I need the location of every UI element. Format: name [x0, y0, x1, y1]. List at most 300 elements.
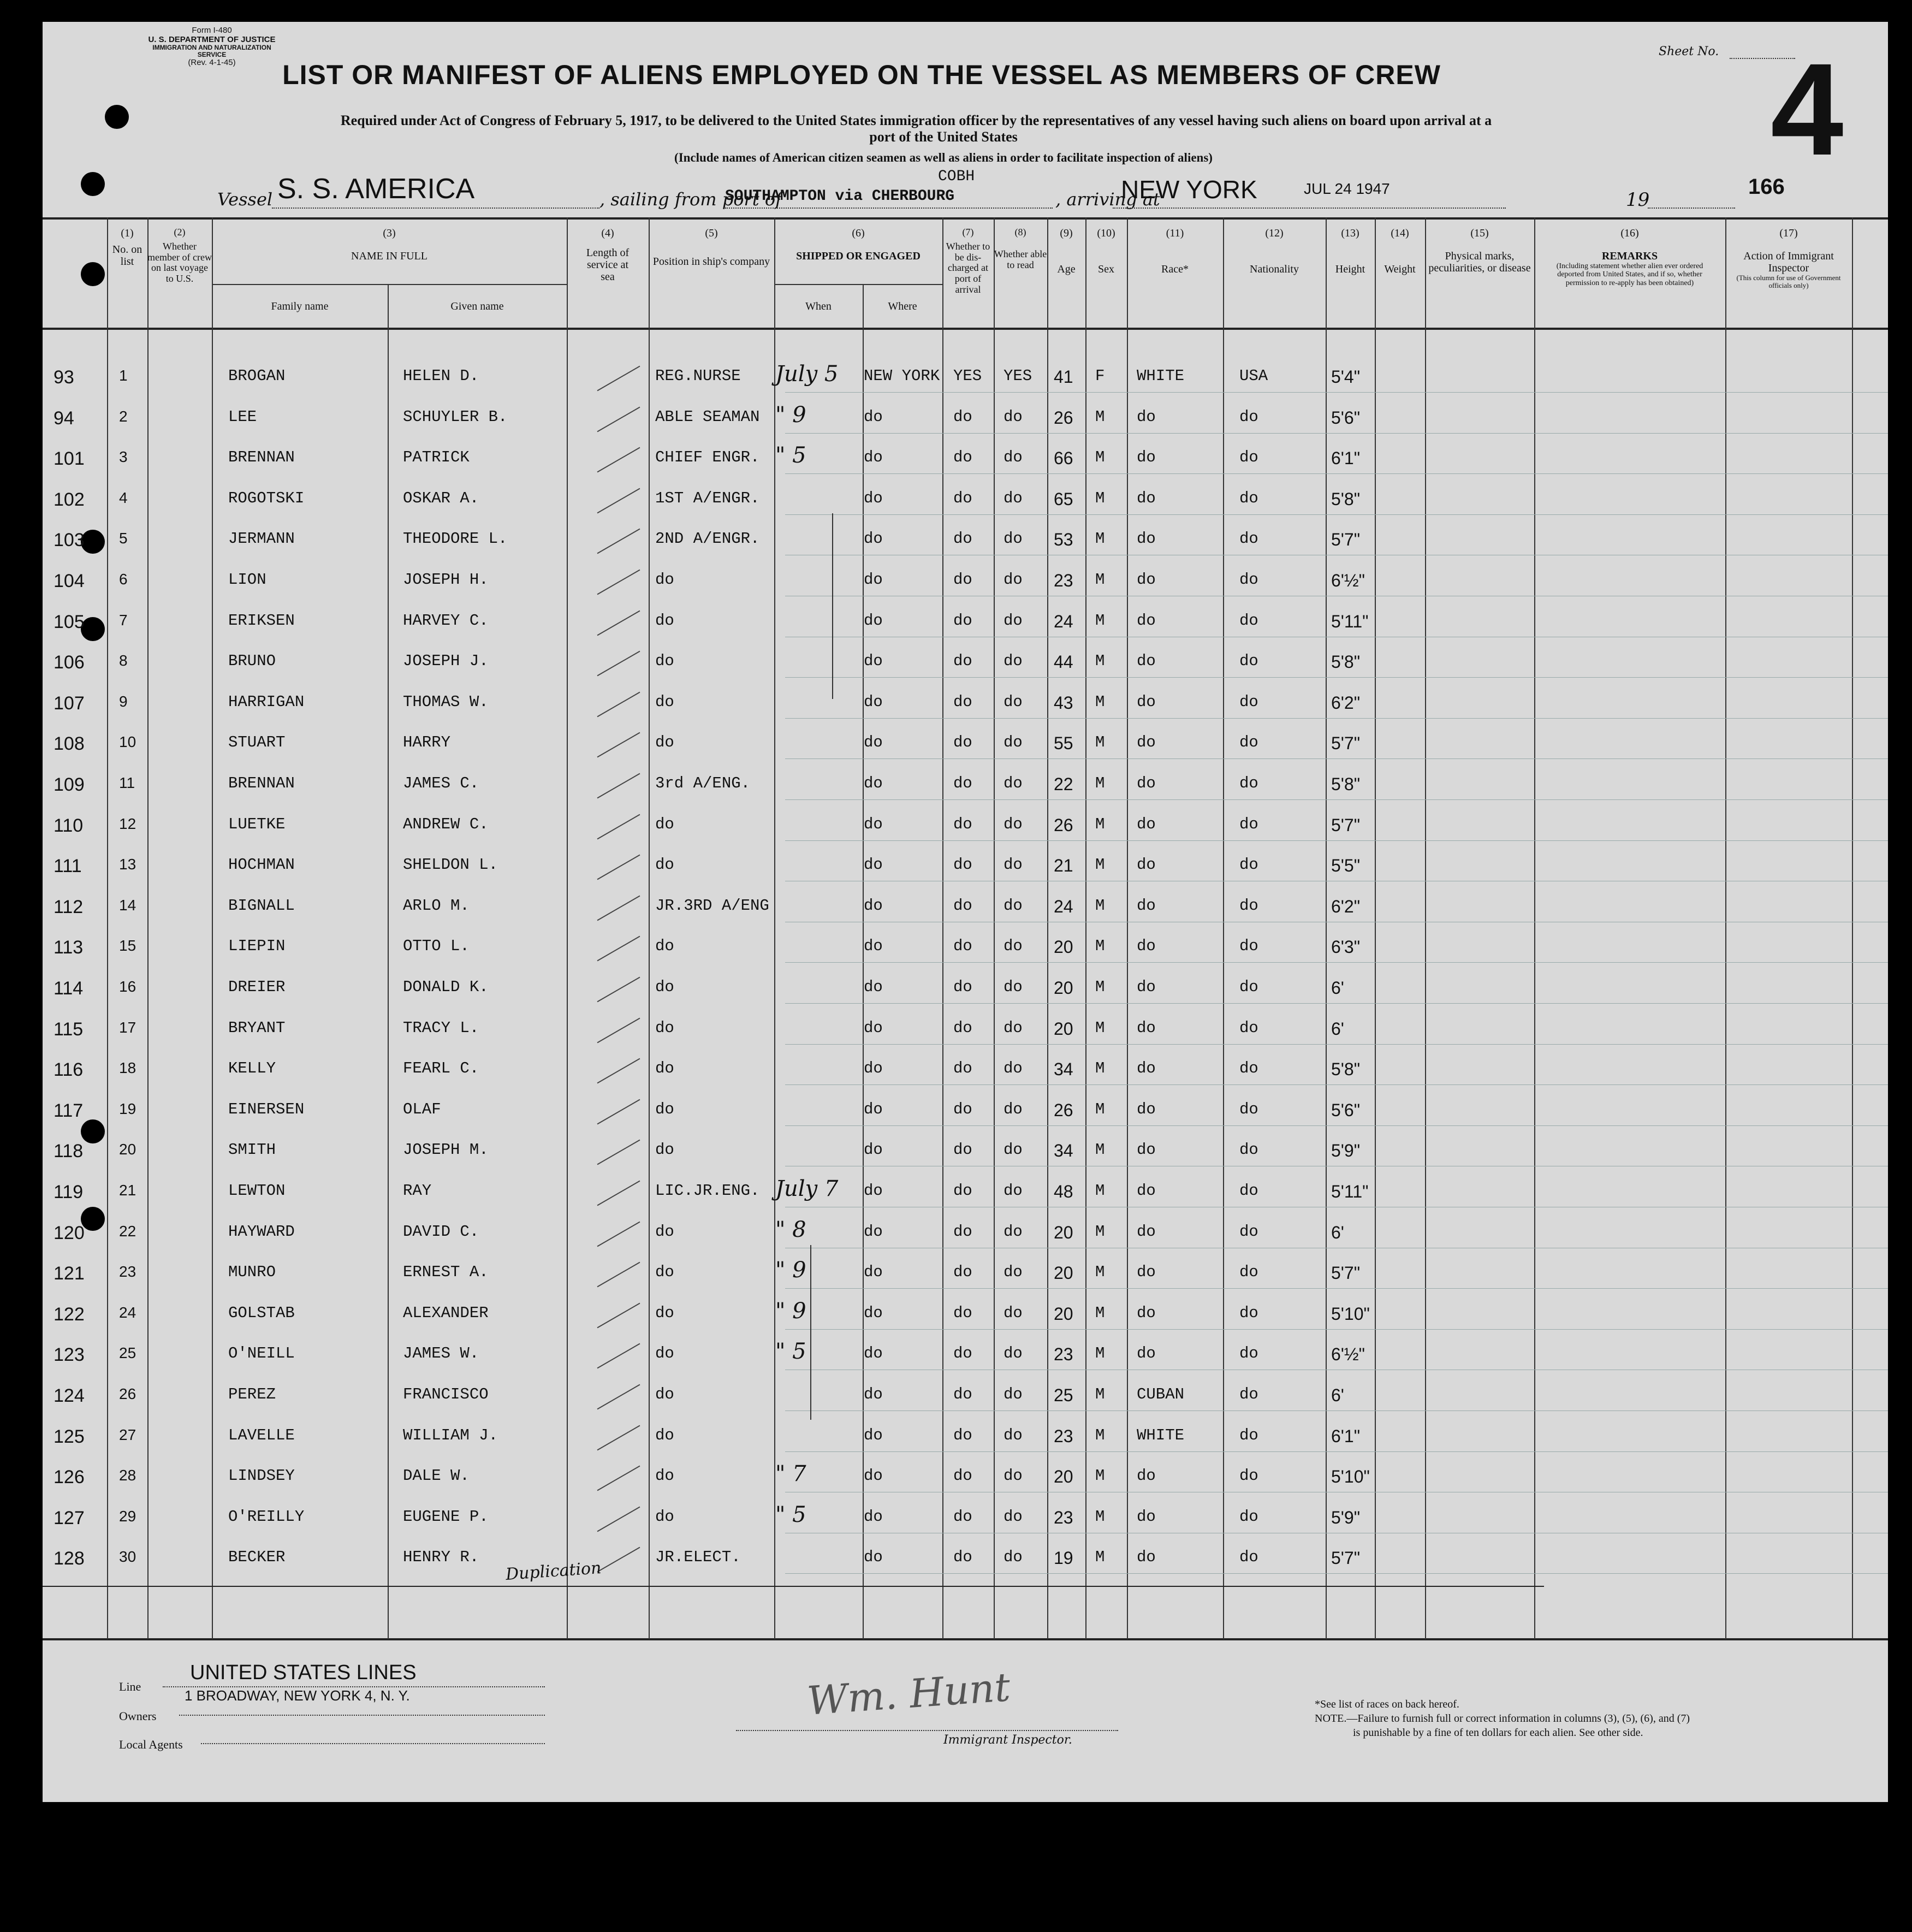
row-list-number: 17	[119, 1018, 136, 1036]
row-margin-number: 102	[54, 489, 85, 510]
row-discharged: do	[953, 407, 972, 426]
line-value: UNITED STATES LINES	[190, 1661, 417, 1684]
row-race: do	[1137, 1059, 1156, 1078]
col-header-discharged	[942, 227, 994, 295]
row-family-name: BRENNAN	[228, 774, 295, 792]
row-sex: M	[1095, 1467, 1105, 1485]
manifest-sheet	[43, 22, 1888, 1802]
row-list-number: 28	[119, 1467, 136, 1484]
row-shipped-when: " 7	[775, 1461, 806, 1487]
row-height: 5'8"	[1331, 1059, 1361, 1080]
row-race: do	[1137, 489, 1156, 507]
row-list-number: 1	[119, 367, 128, 384]
row-given-name: JAMES W.	[403, 1344, 479, 1363]
row-race: do	[1137, 652, 1156, 671]
col-header-shipped	[774, 227, 942, 262]
page-number: 166	[1748, 175, 1785, 199]
row-height: 5'4"	[1331, 367, 1361, 387]
row-given-name: JAMES C.	[403, 774, 479, 792]
col-number: (11)	[1166, 227, 1184, 239]
row-height: 6'2"	[1331, 896, 1361, 916]
ruled-line	[785, 1125, 1888, 1126]
row-discharged: do	[953, 1426, 972, 1444]
row-discharged: do	[953, 1344, 972, 1363]
row-age: 66	[1054, 448, 1073, 469]
row-discharged: do	[953, 733, 972, 752]
row-age: 20	[1054, 1222, 1073, 1242]
row-shipped-where: do	[864, 652, 883, 671]
row-sex: M	[1095, 1222, 1105, 1241]
service-tick-mark	[597, 977, 640, 1003]
row-race: WHITE	[1137, 1426, 1185, 1444]
row-family-name: LION	[228, 571, 266, 589]
table-header-border	[43, 328, 1888, 330]
col-label: Length of service at sea	[586, 247, 630, 283]
row-family-name: HARRIGAN	[228, 692, 305, 711]
row-race: do	[1137, 937, 1156, 956]
row-able-to-read: do	[1003, 1507, 1023, 1526]
col-label: Weight	[1384, 263, 1416, 275]
row-shipped-where: do	[864, 1507, 883, 1526]
row-nationality: do	[1239, 1385, 1258, 1403]
row-discharged: do	[953, 1263, 972, 1282]
row-able-to-read: do	[1003, 1018, 1023, 1037]
service-tick-mark	[597, 1221, 640, 1247]
row-race: do	[1137, 1100, 1156, 1118]
shipped-subdivider	[774, 284, 942, 285]
row-list-number: 7	[119, 611, 128, 629]
row-shipped-when: " 5	[775, 1502, 806, 1527]
arrival-port: NEW YORK	[1121, 175, 1257, 204]
arrival-line	[1113, 208, 1506, 209]
row-list-number: 14	[119, 896, 136, 914]
row-age: 44	[1054, 652, 1073, 672]
row-height: 5'9"	[1331, 1141, 1361, 1161]
row-list-number: 15	[119, 937, 136, 955]
service-tick-mark	[597, 447, 640, 473]
row-height: 6'3"	[1331, 937, 1361, 957]
row-discharged: do	[953, 571, 972, 589]
service-tick-mark	[597, 691, 640, 717]
row-discharged: do	[953, 1548, 972, 1567]
row-margin-number: 125	[54, 1426, 85, 1447]
service-tick-mark	[597, 488, 640, 513]
row-family-name: BROGAN	[228, 367, 286, 385]
row-given-name: SCHUYLER B.	[403, 407, 508, 426]
row-discharged: do	[953, 1507, 972, 1526]
row-nationality: do	[1239, 733, 1258, 752]
row-sex: M	[1095, 652, 1105, 671]
departure-port-line	[725, 208, 1053, 209]
table-row	[43, 1337, 1888, 1377]
row-able-to-read: do	[1003, 1059, 1023, 1078]
row-race: do	[1137, 611, 1156, 630]
row-height: 6'½"	[1331, 1344, 1365, 1365]
row-discharged: do	[953, 896, 972, 915]
row-shipped-where: do	[864, 489, 883, 507]
row-list-number: 24	[119, 1303, 136, 1321]
row-given-name: OTTO L.	[403, 937, 470, 956]
row-age: 20	[1054, 937, 1073, 957]
col-label: Whether able to read	[994, 248, 1047, 270]
row-sex: M	[1095, 978, 1105, 996]
row-list-number: 8	[119, 652, 128, 669]
ruled-line	[785, 1573, 1888, 1574]
row-nationality: do	[1239, 1548, 1258, 1567]
ruled-line	[785, 962, 1888, 963]
row-position: do	[655, 733, 674, 752]
row-discharged: do	[953, 1141, 972, 1159]
ruled-line	[785, 1084, 1888, 1085]
row-age: 22	[1054, 774, 1073, 794]
row-nationality: do	[1239, 937, 1258, 956]
row-shipped-when: " 5	[775, 443, 806, 469]
row-family-name: LINDSEY	[228, 1467, 295, 1485]
row-family-name: EINERSEN	[228, 1100, 305, 1118]
row-sex: M	[1095, 611, 1105, 630]
row-nationality: do	[1239, 692, 1258, 711]
row-height: 5'7"	[1331, 1548, 1361, 1568]
row-nationality: do	[1239, 1182, 1258, 1200]
row-family-name: SMITH	[228, 1141, 276, 1159]
col-header-race	[1127, 227, 1223, 275]
punch-hole	[81, 262, 105, 286]
row-shipped-where: do	[864, 896, 883, 915]
row-nationality: do	[1239, 1018, 1258, 1037]
row-given-name: JOSEPH J.	[403, 652, 489, 671]
year-line	[1648, 208, 1735, 209]
table-row	[43, 685, 1888, 726]
row-race: do	[1137, 530, 1156, 548]
penalty-note: NOTE.—Failure to furnish full or correct information in columns (3), (5), (6), and (7)	[1315, 1712, 1690, 1724]
row-position: do	[655, 1141, 674, 1159]
row-shipped-where: do	[864, 1548, 883, 1567]
row-nationality: USA	[1239, 367, 1268, 385]
row-list-number: 16	[119, 978, 136, 995]
row-list-number: 10	[119, 733, 136, 751]
row-position: do	[655, 692, 674, 711]
row-height: 5'10"	[1331, 1467, 1370, 1487]
table-bottom-border	[43, 1638, 1888, 1640]
table-row	[43, 400, 1888, 441]
row-given-name: HARVEY C.	[403, 611, 489, 630]
row-shipped-where: do	[864, 611, 883, 630]
line-label: Line	[119, 1680, 141, 1693]
row-given-name: HELEN D.	[403, 367, 479, 385]
row-height: 5'7"	[1331, 815, 1361, 835]
row-discharged: do	[953, 1100, 972, 1118]
row-family-name: ROGOTSKI	[228, 489, 305, 507]
row-list-number: 12	[119, 815, 136, 832]
row-nationality: do	[1239, 1141, 1258, 1159]
vessel-label: Vessel	[217, 189, 273, 210]
row-height: 6'	[1331, 1385, 1344, 1405]
row-able-to-read: do	[1003, 774, 1023, 792]
row-height: 6'	[1331, 1222, 1344, 1242]
row-position: do	[655, 611, 674, 630]
row-shipped-where: do	[864, 1059, 883, 1078]
col-label: Height	[1335, 263, 1365, 275]
row-family-name: BRENNAN	[228, 448, 295, 467]
row-position: do	[655, 1344, 674, 1363]
col-label: NAME IN FULL	[351, 250, 427, 262]
col-header-no	[107, 227, 147, 268]
col-header-able-to-read	[994, 227, 1047, 270]
col-number: (17)	[1779, 227, 1798, 239]
table-row	[43, 1052, 1888, 1092]
table-row	[43, 644, 1888, 685]
row-shipped-where: do	[864, 1141, 883, 1159]
row-sex: M	[1095, 1303, 1105, 1322]
row-position: do	[655, 937, 674, 956]
row-discharged: do	[953, 611, 972, 630]
row-position: do	[655, 571, 674, 589]
row-given-name: THOMAS W.	[403, 692, 489, 711]
row-sex: M	[1095, 1385, 1105, 1403]
row-margin-number: 128	[54, 1548, 85, 1569]
row-height: 6'½"	[1331, 571, 1365, 590]
row-nationality: do	[1239, 1426, 1258, 1444]
row-shipped-where: do	[864, 1222, 883, 1241]
row-height: 5'11"	[1331, 611, 1369, 631]
agents-rule	[201, 1743, 545, 1744]
form-instructions: (Include names of American citizen seamen as well as aliens in order to facilitate inspection of aliens)	[674, 151, 1213, 164]
ruled-line	[785, 799, 1888, 800]
row-nationality: do	[1239, 571, 1258, 589]
col-number: (9)	[1060, 227, 1073, 239]
service-tick-mark	[597, 1140, 640, 1165]
row-family-name: HOCHMAN	[228, 856, 295, 874]
row-sex: M	[1095, 774, 1105, 792]
row-age: 55	[1054, 733, 1073, 754]
ruled-line	[785, 1003, 1888, 1004]
row-age: 24	[1054, 896, 1073, 916]
table-row	[43, 808, 1888, 848]
row-position: do	[655, 1263, 674, 1282]
row-family-name: BIGNALL	[228, 896, 295, 915]
row-family-name: DREIER	[228, 978, 286, 996]
col-number: (15)	[1470, 227, 1489, 239]
row-race: do	[1137, 407, 1156, 426]
table-row	[43, 1378, 1888, 1418]
row-race: do	[1137, 692, 1156, 711]
row-sex: M	[1095, 1059, 1105, 1078]
service-tick-mark	[597, 570, 640, 595]
col-header-physical-marks	[1425, 227, 1534, 274]
col-header-name	[212, 227, 567, 262]
signature-rule	[736, 1730, 1118, 1731]
row-given-name: RAY	[403, 1182, 432, 1200]
row-able-to-read: do	[1003, 1344, 1023, 1363]
row-height: 5'10"	[1331, 1303, 1370, 1324]
col-header-weight	[1375, 227, 1425, 275]
row-height: 5'8"	[1331, 652, 1361, 672]
row-margin-number: 112	[54, 896, 84, 917]
row-height: 6'1"	[1331, 448, 1361, 469]
row-nationality: do	[1239, 530, 1258, 548]
col-number: (14)	[1391, 227, 1409, 239]
table-row	[43, 848, 1888, 888]
form-number: Form I-480	[192, 26, 232, 35]
row-able-to-read: do	[1003, 856, 1023, 874]
row-shipped-where: do	[864, 774, 883, 792]
row-margin-number: 122	[54, 1303, 85, 1325]
row-shipped-where: do	[864, 1303, 883, 1322]
agents-label: Local Agents	[119, 1738, 183, 1751]
row-height: 6'	[1331, 1018, 1344, 1039]
service-tick-mark	[597, 1262, 640, 1288]
table-row	[43, 1174, 1888, 1214]
form-title: LIST OR MANIFEST OF ALIENS EMPLOYED ON THE VESSEL AS MEMBERS OF CREW	[282, 60, 1441, 90]
col-number: (3)	[383, 227, 396, 239]
row-margin-number: 111	[54, 856, 82, 877]
row-position: do	[655, 1385, 674, 1403]
row-given-name: DONALD K.	[403, 978, 489, 996]
service-tick-mark	[597, 895, 640, 921]
row-margin-number: 103	[54, 530, 85, 551]
row-able-to-read: do	[1003, 611, 1023, 630]
row-nationality: do	[1239, 448, 1258, 467]
row-age: 23	[1054, 1507, 1073, 1527]
row-list-number: 30	[119, 1548, 136, 1566]
row-sex: M	[1095, 1018, 1105, 1037]
row-able-to-read: do	[1003, 1222, 1023, 1241]
row-nationality: do	[1239, 611, 1258, 630]
col-number: (10)	[1097, 227, 1115, 239]
ruled-line	[785, 514, 1888, 515]
row-given-name: ARLO M.	[403, 896, 470, 915]
col-label: No. on list	[112, 244, 142, 268]
row-position: do	[655, 1018, 674, 1037]
row-given-name: DAVID C.	[403, 1222, 479, 1241]
service-tick-mark	[597, 936, 640, 962]
row-margin-number: 119	[54, 1182, 84, 1202]
row-list-number: 6	[119, 571, 128, 588]
row-shipped-where: do	[864, 407, 883, 426]
row-race: do	[1137, 1222, 1156, 1241]
row-able-to-read: do	[1003, 1548, 1023, 1567]
vessel-name-line	[272, 208, 599, 209]
row-list-number: 3	[119, 448, 128, 466]
row-margin-number: 93	[54, 367, 74, 388]
row-family-name: BECKER	[228, 1548, 286, 1567]
row-able-to-read: do	[1003, 448, 1023, 467]
row-margin-number: 123	[54, 1344, 85, 1366]
row-nationality: do	[1239, 774, 1258, 792]
row-family-name: GOLSTAB	[228, 1303, 295, 1322]
row-sex: M	[1095, 448, 1105, 467]
row-discharged: do	[953, 937, 972, 956]
col-number: (1)	[121, 227, 134, 239]
punch-hole	[81, 172, 105, 196]
col-header-given-name: Given name	[450, 300, 504, 312]
row-age: 23	[1054, 1344, 1073, 1365]
row-position: do	[655, 815, 674, 833]
row-shipped-where: do	[864, 937, 883, 956]
col-number: (5)	[705, 227, 718, 239]
row-age: 26	[1054, 815, 1073, 835]
row-nationality: do	[1239, 652, 1258, 671]
inspector-label: Immigrant Inspector.	[943, 1733, 1072, 1747]
row-margin-number: 124	[54, 1385, 85, 1406]
owners-label: Owners	[119, 1709, 157, 1723]
row-sex: M	[1095, 896, 1105, 915]
row-height: 5'7"	[1331, 733, 1361, 754]
service-tick-mark	[597, 366, 640, 392]
col-number: (2)	[174, 227, 186, 238]
col-header-nationality	[1223, 227, 1326, 275]
row-given-name: ANDREW C.	[403, 815, 489, 833]
col-number: (12)	[1265, 227, 1284, 239]
table-row	[43, 1296, 1888, 1337]
row-age: 20	[1054, 1303, 1073, 1324]
inspector-signature: Wm. Hunt	[805, 1664, 1012, 1724]
row-able-to-read: do	[1003, 815, 1023, 833]
row-margin-number: 115	[54, 1018, 84, 1040]
row-family-name: HAYWARD	[228, 1222, 295, 1241]
row-race: do	[1137, 896, 1156, 915]
col-header-inspector-action	[1725, 227, 1852, 290]
row-position: do	[655, 1100, 674, 1118]
row-shipped-when: " 9	[775, 1298, 806, 1324]
row-height: 5'7"	[1331, 1263, 1361, 1283]
row-sex: M	[1095, 815, 1105, 833]
row-list-number: 29	[119, 1507, 136, 1525]
service-tick-mark	[597, 814, 640, 839]
table-row	[43, 1133, 1888, 1174]
row-able-to-read: do	[1003, 1426, 1023, 1444]
row-list-number: 21	[119, 1182, 136, 1199]
row-discharged: do	[953, 774, 972, 792]
row-given-name: THEODORE L.	[403, 530, 508, 548]
row-able-to-read: do	[1003, 530, 1023, 548]
row-race: do	[1137, 978, 1156, 996]
row-list-number: 27	[119, 1426, 136, 1443]
row-family-name: LUETKE	[228, 815, 286, 833]
row-list-number: 2	[119, 407, 128, 425]
row-race: do	[1137, 815, 1156, 833]
row-given-name: PATRICK	[403, 448, 470, 467]
row-able-to-read: do	[1003, 896, 1023, 915]
ditto-vertical-mark	[832, 513, 833, 699]
ruled-line	[785, 392, 1888, 393]
row-height: 5'6"	[1331, 1100, 1361, 1120]
row-race: do	[1137, 1507, 1156, 1526]
table-row	[43, 1255, 1888, 1296]
table-row	[43, 522, 1888, 562]
row-able-to-read: do	[1003, 652, 1023, 671]
row-discharged: do	[953, 489, 972, 507]
row-able-to-read: do	[1003, 1182, 1023, 1200]
col-note: (Including statement whether alien ever ordered deported from United States, and if so, whether permission to re-apply has been obtained)	[1556, 262, 1703, 287]
row-sex: M	[1095, 1548, 1105, 1567]
row-list-number: 9	[119, 692, 128, 710]
service-tick-mark	[597, 1058, 640, 1084]
form-subtitle: Required under Act of Congress of February 5, 1917, to be delivered to the United States immigration officer by the representatives of any vessel having such aliens on board upon arrival at a	[340, 112, 1492, 128]
row-sex: M	[1095, 733, 1105, 752]
row-sex: M	[1095, 1182, 1105, 1200]
row-family-name: LIEPIN	[228, 937, 286, 956]
row-given-name: DALE W.	[403, 1467, 470, 1485]
table-row	[43, 482, 1888, 522]
row-age: 43	[1054, 692, 1073, 713]
col-number: (6)	[852, 227, 865, 239]
service-tick-mark	[597, 1384, 640, 1410]
row-list-number: 25	[119, 1344, 136, 1362]
row-able-to-read: do	[1003, 407, 1023, 426]
row-height: 5'11"	[1331, 1182, 1369, 1201]
row-nationality: do	[1239, 896, 1258, 915]
